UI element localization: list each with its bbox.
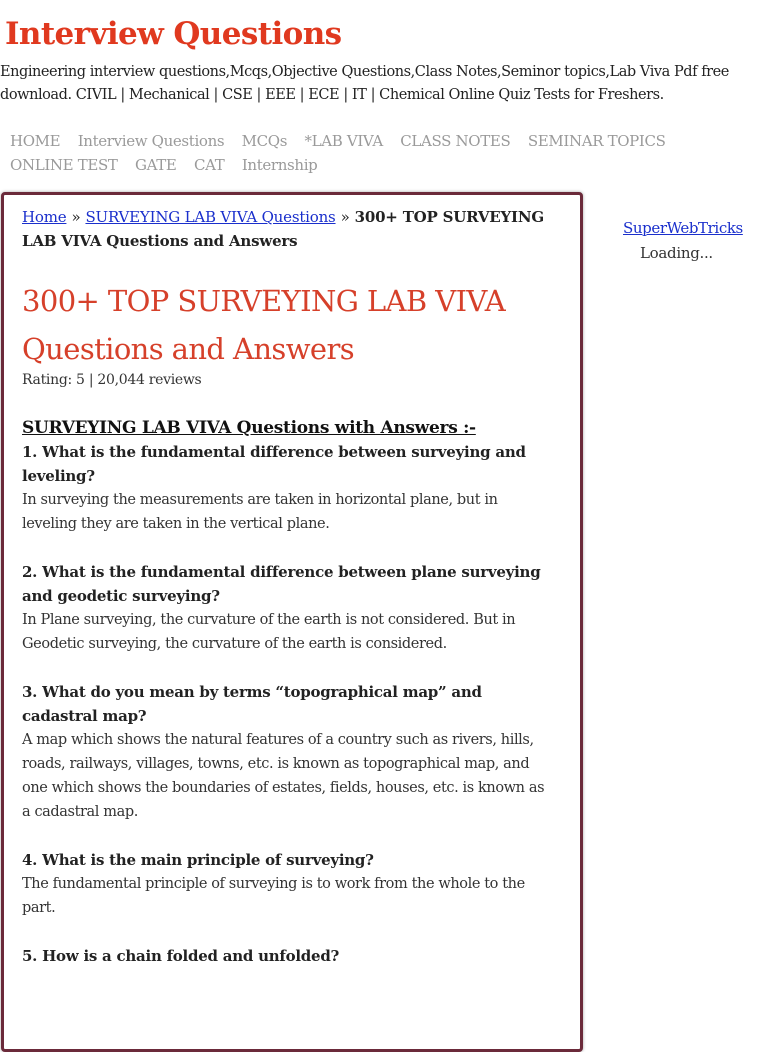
post-title: 300+ TOP SURVEYING LAB VIVA Questions and Answers <box>22 284 506 366</box>
nav-cat[interactable]: CAT <box>193 156 225 174</box>
qa-item <box>22 560 552 656</box>
qa-item <box>22 848 552 920</box>
nav-internship[interactable]: Internship <box>241 156 318 174</box>
nav-online-test[interactable]: ONLINE TEST <box>10 156 118 174</box>
nav-seminar-topics[interactable]: SEMINAR TOPICS <box>527 132 666 150</box>
breadcrumb-category-link[interactable]: SURVEYING LAB VIVA Questions <box>85 208 336 226</box>
qa-item <box>22 944 552 968</box>
sidebar-loading-text: Loading... <box>640 244 713 262</box>
nav-lab-viva[interactable]: *LAB VIVA <box>304 132 383 150</box>
sidebar <box>623 216 763 266</box>
site-title-link[interactable]: Interview Questions <box>5 16 342 52</box>
answer: The fundamental principle of surveying is to work from the whole to the part. <box>22 876 525 916</box>
qa-item <box>22 680 552 824</box>
breadcrumb-home-link[interactable]: Home <box>22 208 67 226</box>
breadcrumb-separator: » <box>340 208 350 226</box>
nav-interview-questions[interactable]: Interview Questions <box>77 132 225 150</box>
qa-item <box>22 440 552 536</box>
breadcrumb-separator: » <box>71 208 81 226</box>
main-nav <box>10 129 690 177</box>
question: 3. What do you mean by terms “topographical map” and cadastral map? <box>22 683 482 725</box>
site-description: Engineering interview questions,Mcqs,Objective Questions,Class Notes,Seminor topics,Lab Viva Pdf free download. CIVIL | Mechanical | CSE | EEE | ECE | IT | Chemical Online Quiz Tests for Freshers. <box>0 64 729 103</box>
question: 5. How is a chain folded and unfolded? <box>22 947 340 965</box>
post-content <box>22 205 552 992</box>
main-content-box <box>1 192 583 1052</box>
question: 4. What is the main principle of surveying? <box>22 851 374 869</box>
answer: In Plane surveying, the curvature of the earth is not considered. But in Geodetic surveying, the curvature of the earth is considered. <box>22 612 516 652</box>
question: 2. What is the fundamental difference between plane surveying and geodetic surveying? <box>22 563 541 605</box>
answer: In surveying the measurements are taken in horizontal plane, but in leveling they are taken in the vertical plane. <box>22 492 498 532</box>
breadcrumb <box>22 205 552 253</box>
breadcrumb-current: 300+ TOP SURVEYING LAB VIVA Questions and Answers <box>22 208 544 250</box>
sidebar-superwebtricks-link[interactable]: SuperWebTricks <box>623 219 743 237</box>
question: 1. What is the fundamental difference between surveying and leveling? <box>22 443 526 485</box>
answer: A map which shows the natural features of a country such as rivers, hills, roads, railways, villages, towns, etc. is known as topographical map, and one which shows the boundaries of estates, fields, houses, etc. is known as a cadastral map. <box>22 732 545 820</box>
nav-mcqs[interactable]: MCQs <box>241 132 288 150</box>
nav-gate[interactable]: GATE <box>134 156 177 174</box>
nav-home[interactable]: HOME <box>10 132 61 150</box>
section-heading: SURVEYING LAB VIVA Questions with Answers :- <box>22 418 476 438</box>
post-rating: Rating: 5 | 20,044 reviews <box>22 372 202 388</box>
nav-class-notes[interactable]: CLASS NOTES <box>400 132 511 150</box>
